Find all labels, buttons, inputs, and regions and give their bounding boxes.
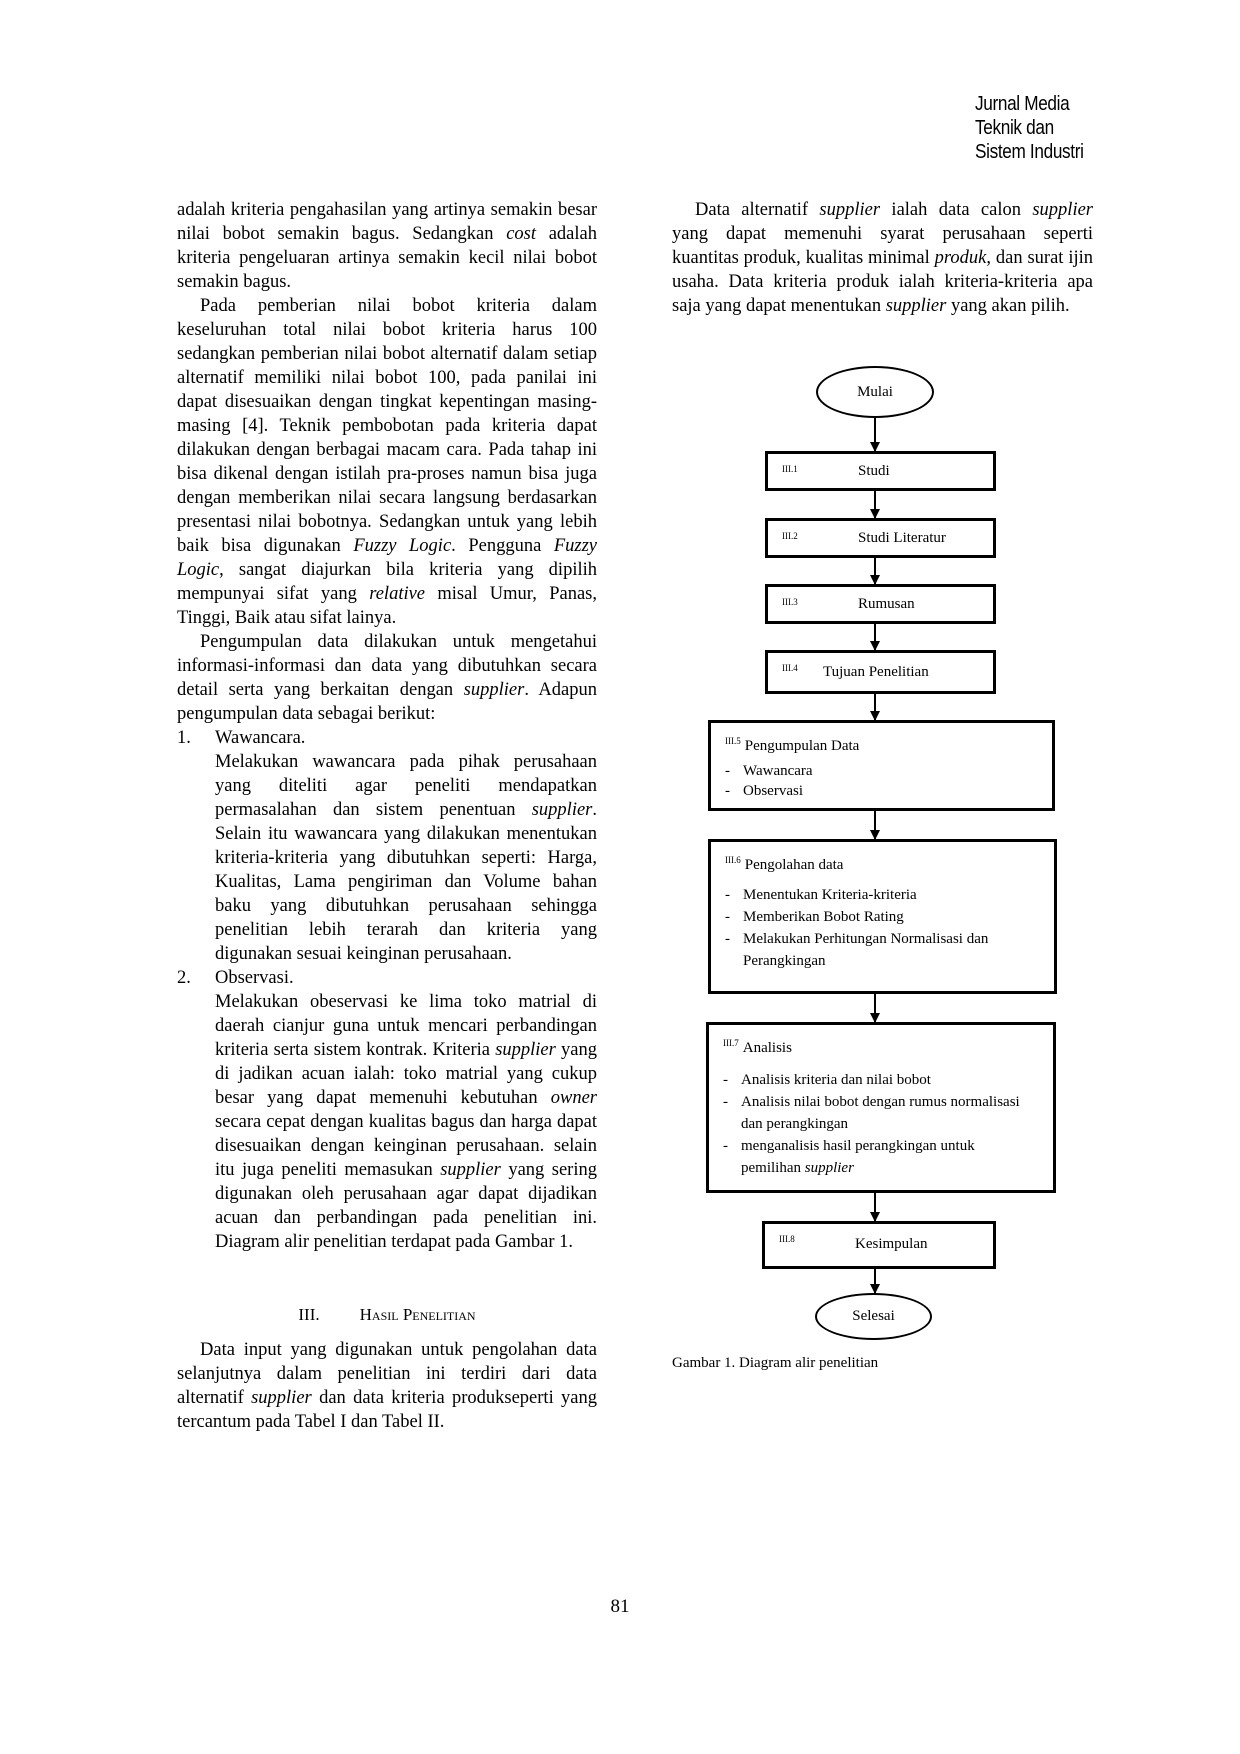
step-label: Tujuan Penelitian <box>823 664 929 680</box>
flowchart-step-studi-literatur <box>765 518 996 558</box>
step-number: III.4 <box>782 663 798 673</box>
journal-line-1: Jurnal Media <box>975 93 1070 115</box>
text-run: yang dapat memenuhi syarat perusahaan seperti kuantitas produk, kualitas minimal <box>672 224 1093 268</box>
flowchart-step-pengumpulan-data <box>708 720 1055 811</box>
step-heading <box>725 850 843 875</box>
text-run: yang akan pilih. <box>946 296 1070 316</box>
text-run-italic: owner <box>550 1088 597 1108</box>
journal-header <box>975 92 1084 164</box>
text-run-italic: supplier <box>495 1040 556 1060</box>
section-heading <box>177 1303 597 1327</box>
paragraph-input-data <box>177 1338 597 1434</box>
flowchart-step-rumusan <box>765 584 996 624</box>
step-label: Analisis <box>742 1040 792 1056</box>
step-item: - Menentukan Kriteria-kriteria <box>711 884 1041 906</box>
text-run: Pengumpulan data dilakukan untuk mengetahui informasi-informasi dan data yang dibutuhkan secara detail serta yang berkaitan dengan <box>177 632 597 700</box>
step-item-list <box>709 1069 1029 1179</box>
step-number: III.1 <box>782 464 798 474</box>
list-number: 2. <box>177 968 191 988</box>
text-run: dan data kriteria produkseperti yang tercantum pada Tabel I dan Tabel II. <box>177 1388 597 1432</box>
end-label: Selesai <box>852 1308 895 1324</box>
flowchart-step-studi <box>765 451 996 491</box>
text-run: misal Umur, Panas, Tinggi, Baik atau sifat lainya. <box>177 584 597 628</box>
text-run: adalah kriteria pengahasilan yang artinya semakin besar nilai bobot semakin bagus. Sedangkan <box>177 200 597 244</box>
step-item-list <box>711 761 1041 801</box>
step-label: Pengumpulan Data <box>744 738 860 754</box>
list-item-body <box>215 990 597 1254</box>
list-item-title: Wawancara. <box>215 728 306 748</box>
text-run-italic: supplier <box>1032 200 1093 220</box>
step-label: Pengolahan data <box>744 857 844 873</box>
text-run: . Selain itu wawancara yang dilakukan menentukan kriteria-kriteria yang dibutuhkan seperti: Harga, Kualitas, Lama pengiriman dan Volume bahan baku yang dibutuhkan perusahaan sehingga penelitian lebih terarah dan kriteria yang digunakan sesuai keinginan perusahaan. <box>215 800 597 964</box>
list-item-body <box>215 750 597 966</box>
text-run-italic: produk <box>934 248 987 268</box>
step-item: - Analisis nilai bobot dengan rumus normalisasi dan perangkingan <box>709 1091 1029 1135</box>
journal-line-3: Sistem Industri <box>975 141 1084 163</box>
step-number: III.3 <box>782 597 798 607</box>
section-number: III. <box>298 1305 320 1324</box>
text-run-italic: supplier <box>463 680 525 700</box>
step-item: - Observasi <box>711 781 1041 801</box>
step-number: III.2 <box>782 531 798 541</box>
text-run: , dan surat ijin usaha. Data kriteria produk ialah kriteria-kriteria apa saja yang dapat menentukan <box>672 248 1094 316</box>
text-run-italic: Fuzzy Logic <box>177 536 597 580</box>
paragraph-data-collection <box>177 630 597 726</box>
text-run-italic: cost <box>506 224 536 244</box>
step-number: III.6 <box>725 855 741 865</box>
step-item: - Wawancara <box>711 761 1041 781</box>
step-item <box>709 1135 1029 1179</box>
flowchart-diagram <box>700 365 1070 1340</box>
text-run: adalah kriteria pengeluaran artinya semakin kecil nilai bobot semakin bagus. <box>177 224 597 292</box>
text-run: yang sering digunakan oleh perusahaan agar dapat dijadikan acuan dan perbandingan pada penelitian ini. Diagram alir penelitian terdapat pada Gambar 1. <box>215 1160 597 1252</box>
flowchart-step-kesimpulan <box>762 1221 996 1269</box>
text-run-italic: Fuzzy Logic <box>353 536 452 556</box>
step-item-list <box>711 884 1041 972</box>
step-heading <box>723 1033 792 1058</box>
paragraph-weighting <box>177 294 597 630</box>
text-run: menganalisis hasil perangkingan untuk pemilihan <box>741 1138 975 1176</box>
flowchart-step-tujuan-penelitian <box>765 650 996 694</box>
step-label: Studi Literatur <box>858 530 946 546</box>
page-number: 81 <box>610 1596 630 1617</box>
flowchart-end-terminal <box>815 1293 932 1340</box>
step-number: III.7 <box>723 1038 739 1048</box>
step-item: - Melakukan Perhitungan Normalisasi dan Perangkingan <box>711 928 1041 972</box>
text-run: secara cepat dengan kualitas bagus dan harga dapat disesuaikan dengan keinginan perusahaan. selain itu juga peneliti memasukan <box>215 1112 597 1180</box>
list-item-title: Observasi. <box>215 968 294 988</box>
step-number: III.5 <box>725 736 741 746</box>
text-run-italic: supplier <box>819 200 881 220</box>
text-run-italic: supplier <box>251 1388 312 1408</box>
flowchart-start-terminal <box>816 366 934 418</box>
figure-caption: Gambar 1. Diagram alir penelitian <box>672 1355 879 1371</box>
right-column <box>672 198 1093 318</box>
text-run: yang di jadikan acuan ialah: toko matrial yang cukup besar yang dapat memenuhi kebutuhan <box>215 1040 597 1108</box>
list-item-wawancara <box>177 726 597 966</box>
step-label: Rumusan <box>858 596 915 612</box>
paragraph-benefit-cost <box>177 198 597 294</box>
step-label: Studi <box>858 463 890 479</box>
text-run: , sangat diajurkan bila kriteria yang dipilih mempunyai sifat yang <box>177 560 597 604</box>
start-label: Mulai <box>857 383 893 400</box>
flowchart-step-pengolahan-data <box>708 839 1057 994</box>
text-run: Melakukan wawancara pada pihak perusahaan yang diteliti agar peneliti mendapatkan permasalahan dan sistem penentuan <box>215 752 597 820</box>
step-item: - Memberikan Bobot Rating <box>711 906 1041 928</box>
text-run-italic: relative <box>369 584 426 604</box>
flowchart-step-analisis <box>706 1022 1056 1193</box>
text-run-italic: supplier <box>885 296 947 316</box>
text-run: Data alternatif <box>695 200 820 220</box>
text-run: Melakukan obeservasi ke lima toko matrial di daerah cianjur guna untuk mencari perbandingan kriteria serta sistem kontrak. Kriteria <box>215 992 597 1060</box>
text-run: . Adapun pengumpulan data sebagai berikut: <box>177 680 597 724</box>
text-run-italic: supplier <box>440 1160 501 1180</box>
list-number: 1. <box>177 728 191 748</box>
step-heading <box>725 731 859 756</box>
step-number: III.8 <box>779 1234 795 1244</box>
step-item: - Analisis kriteria dan nilai bobot <box>709 1069 1029 1091</box>
list-item-observasi <box>177 966 597 1254</box>
text-run: . Pengguna <box>451 536 554 556</box>
section-title: Hasil Penelitian <box>359 1305 476 1324</box>
step-label: Kesimpulan <box>855 1236 928 1252</box>
text-run: ialah data calon <box>880 200 1033 220</box>
text-run-italic: supplier <box>804 1160 854 1176</box>
text-run: Data input yang digunakan untuk pengolahan data selanjutnya dalam penelitian ini terdiri dari data alternatif <box>177 1340 597 1408</box>
paragraph-alternative-data <box>672 198 1093 318</box>
text-run-italic: supplier <box>531 800 593 820</box>
text-run: Pada pemberian nilai bobot kriteria dalam keseluruhan total nilai bobot kriteria harus 100 sedangkan pemberian nilai bobot alternatif dalam setiap alternatif memiliki nilai bobot 100, pada panilai ini dapat disesuaikan dengan tingkat kepentingan masing-masing [4]. Teknik pembobotan pada kriteria dapat dilakukan dengan berbagai macam cara. Pada tahap ini bisa dikenal dengan istilah pra-proses namun bisa juga dengan memberikan nilai secara langsung berdasarkan presentasi nilai bobotnya. Sedangkan untuk yang lebih baik bisa digunakan <box>177 296 597 556</box>
left-column <box>177 198 597 1434</box>
journal-line-2: Teknik dan <box>975 117 1054 139</box>
